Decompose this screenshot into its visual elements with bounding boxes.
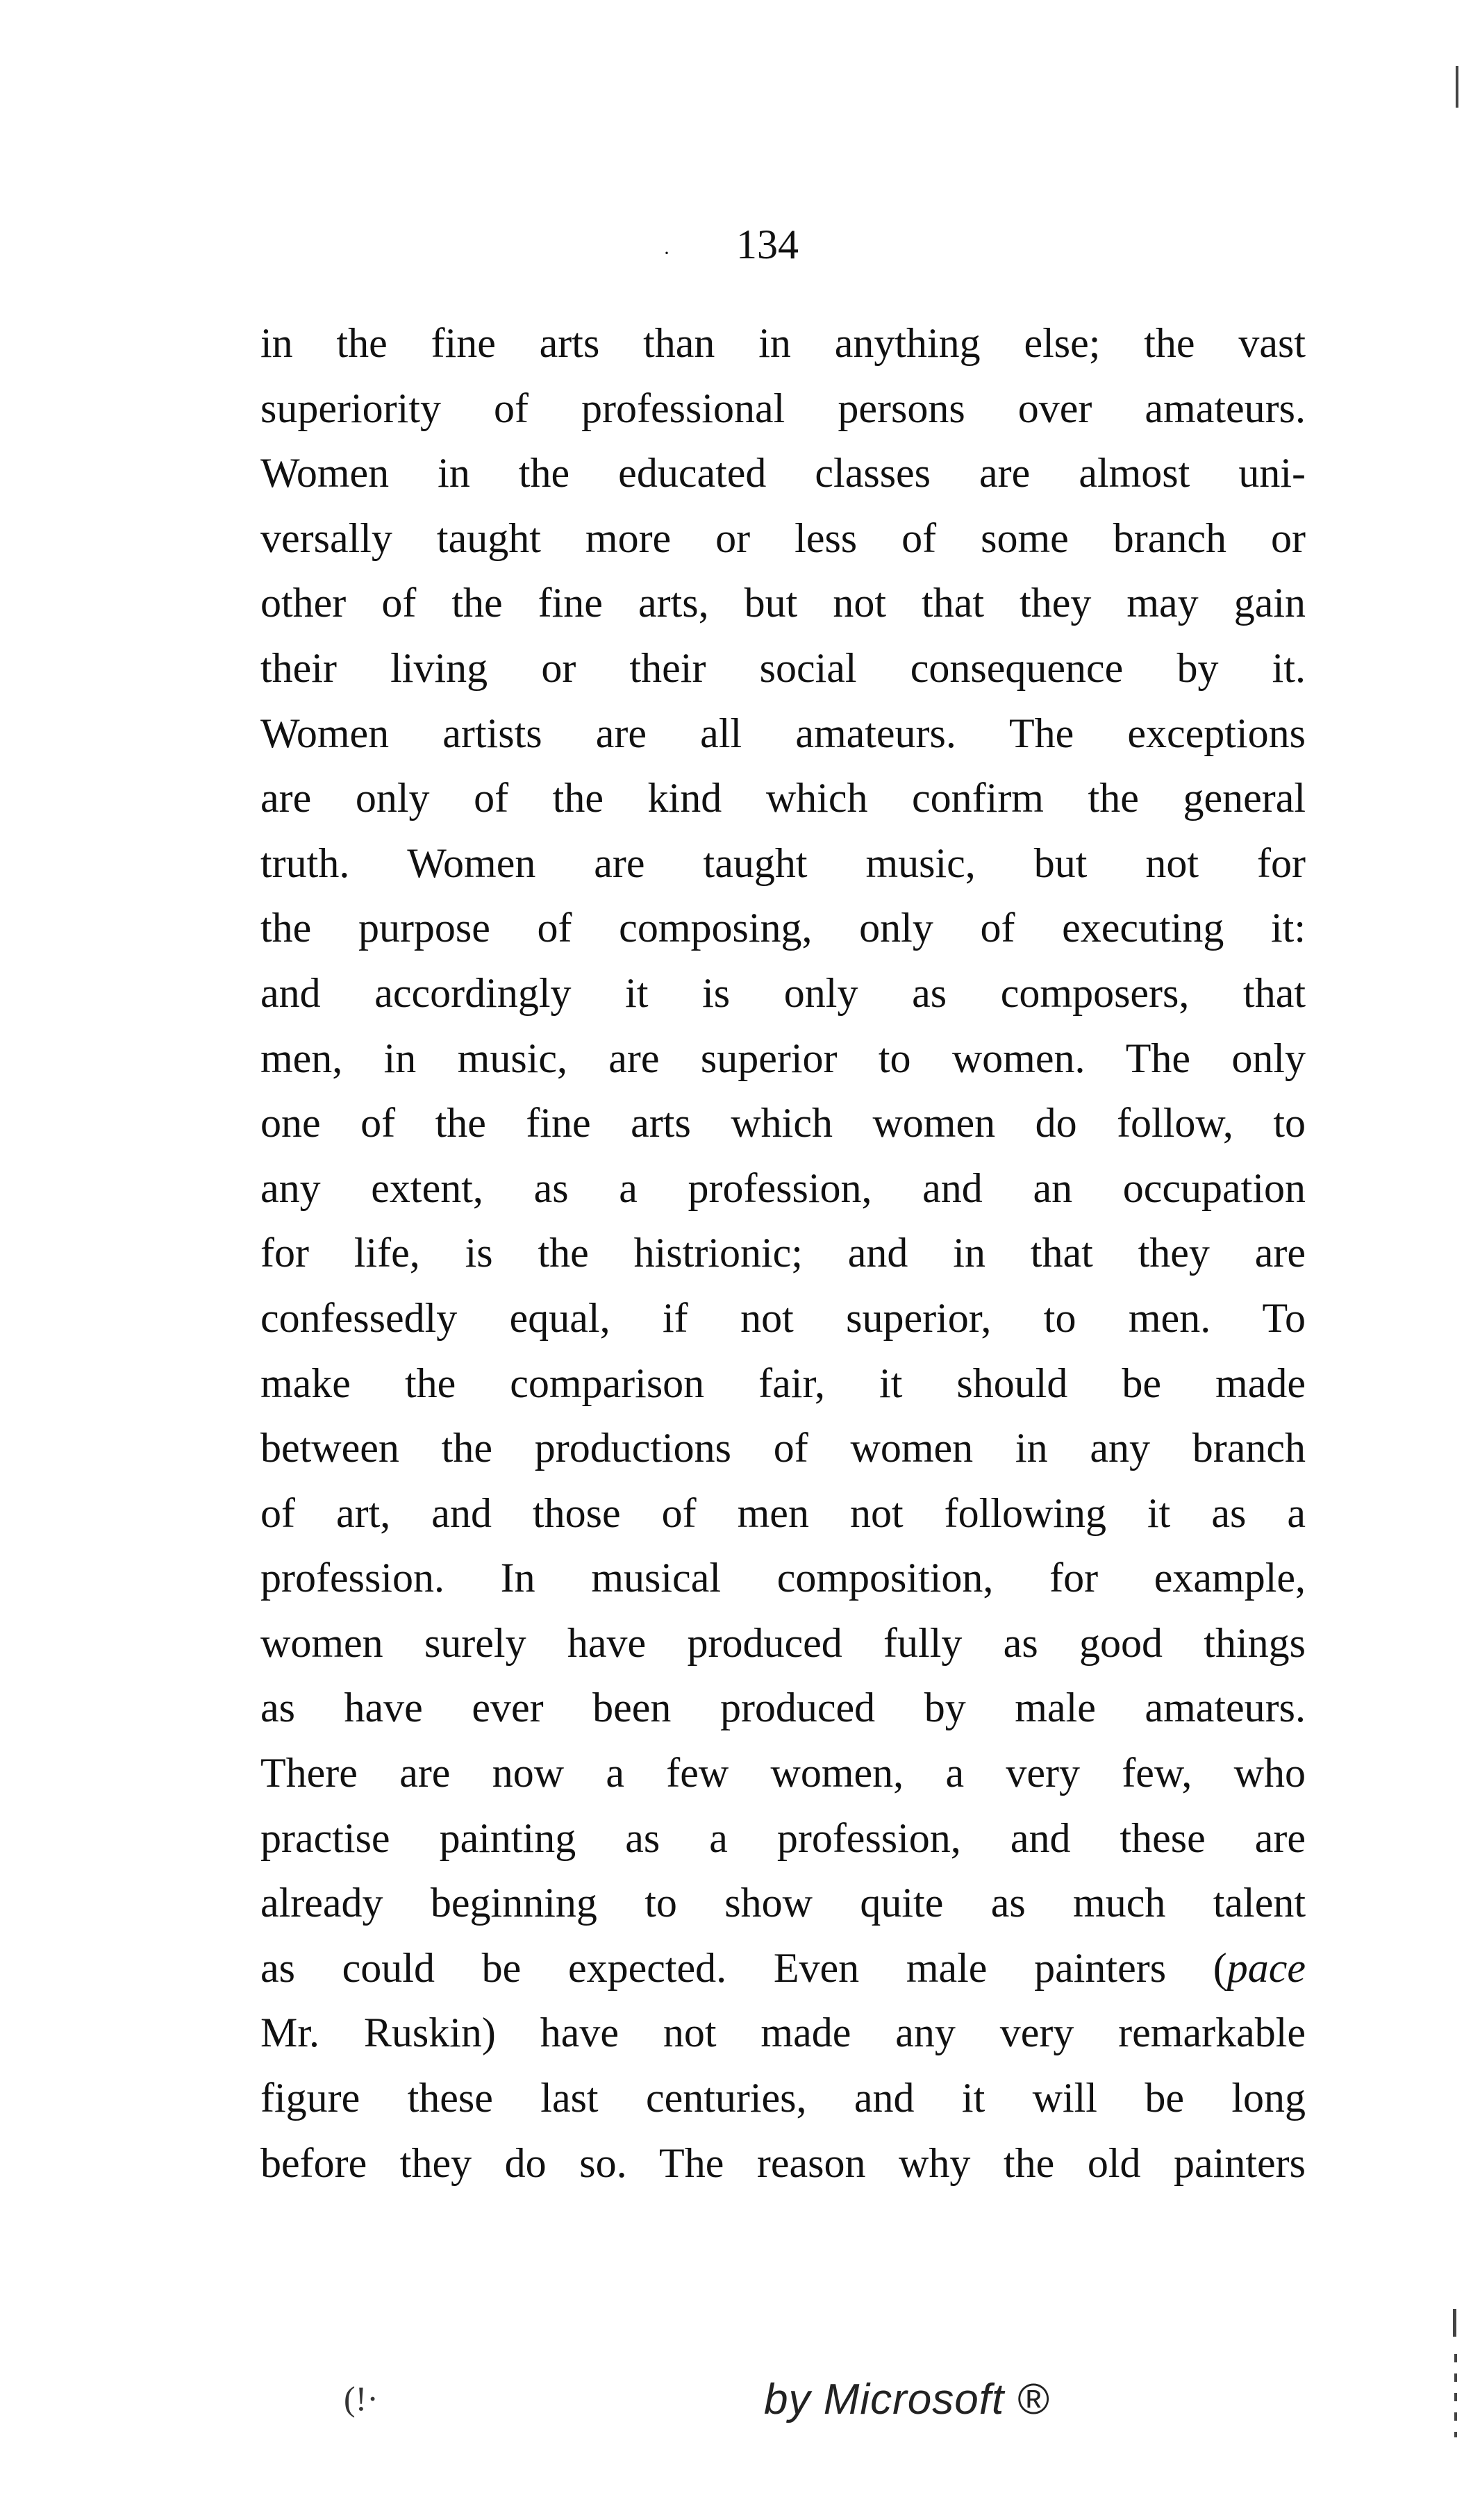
text-line-content: versally taught more or less of some branch or xyxy=(260,515,1306,561)
text-line xyxy=(260,2001,1306,2066)
text-line-content: figure these last centuries, and it will be long xyxy=(260,2075,1306,2121)
scan-edge-mark xyxy=(1454,2354,1457,2437)
text-line xyxy=(260,2131,1306,2196)
text-line-content: between the productions of women in any branch xyxy=(260,1425,1306,1471)
footer-left-mark: (!· xyxy=(344,2379,379,2418)
text-line-content: the purpose of composing, only of executing it: xyxy=(260,905,1306,951)
text-line xyxy=(260,1806,1306,1871)
text-line-content: There are now a few women, a very few, who xyxy=(260,1750,1306,1796)
stray-dot: · xyxy=(663,242,670,265)
text-line-content: other of the fine arts, but not that they may gain xyxy=(260,580,1306,626)
italic-word: pace xyxy=(1226,1944,1306,1991)
text-line xyxy=(260,2066,1306,2131)
text-line-content: men, in music, are superior to women. The only xyxy=(260,1035,1306,1081)
digitization-watermark: by Microsoft ® xyxy=(764,2376,1050,2423)
text-line xyxy=(260,961,1306,1026)
text-line-content: before they do so. The reason why the old painters xyxy=(260,2139,1306,2186)
text-line-content: confessedly equal, if not superior, to men. To xyxy=(260,1294,1306,1341)
text-line xyxy=(260,1936,1306,2001)
text-line xyxy=(260,1676,1306,1741)
text-line-content: truth. Women are taught music, but not for xyxy=(260,840,1306,886)
text-line-content: of art, and those of men not following it as a xyxy=(260,1490,1306,1536)
text-line-content: make the comparison fair, it should be made xyxy=(260,1360,1306,1406)
text-line xyxy=(260,571,1306,636)
text-line xyxy=(260,636,1306,701)
scan-edge-mark xyxy=(1453,2309,1456,2337)
text-line xyxy=(260,1481,1306,1546)
text-line-content: Women artists are all amateurs. The exceptions xyxy=(260,710,1306,756)
text-line-content: any extent, as a profession, and an occupation xyxy=(260,1165,1306,1211)
text-line xyxy=(260,1026,1306,1092)
text-line xyxy=(260,1416,1306,1481)
text-line xyxy=(260,1091,1306,1156)
text-line-content: one of the fine arts which women do follow, to xyxy=(260,1100,1306,1146)
text-line xyxy=(260,311,1306,376)
text-line xyxy=(260,1351,1306,1417)
text-line xyxy=(260,1871,1306,1936)
text-line xyxy=(260,1611,1306,1676)
text-line-content: in the fine arts than in anything else; the vast xyxy=(260,320,1306,366)
text-line xyxy=(260,1156,1306,1221)
text-line-content: practise painting as a profession, and these are xyxy=(260,1814,1306,1861)
text-line-content: as have ever been produced by male amateurs. xyxy=(260,1685,1306,1731)
text-line-content: for life, is the histrionic; and in that they are xyxy=(260,1230,1306,1276)
text-line xyxy=(260,376,1306,442)
text-line xyxy=(260,1546,1306,1611)
text-line-content: Mr. Ruskin) have not made any very remarkable xyxy=(260,2010,1306,2056)
text-line-content: already beginning to show quite as much talent xyxy=(260,1880,1306,1926)
scan-edge-mark xyxy=(1456,66,1458,108)
text-line xyxy=(260,896,1306,961)
text-line xyxy=(260,506,1306,571)
body-text xyxy=(260,311,1306,2196)
text-line-content: as could be expected. Even male painters (pace xyxy=(260,1944,1306,1991)
page-number: 134 xyxy=(736,222,799,267)
text-line xyxy=(260,766,1306,831)
text-line xyxy=(260,1221,1306,1286)
text-line-content: Women in the educated classes are almost uni- xyxy=(260,450,1306,497)
text-line xyxy=(260,1741,1306,1806)
text-line xyxy=(260,831,1306,896)
text-line xyxy=(260,441,1306,506)
text-line-content: women surely have produced fully as good things xyxy=(260,1619,1306,1666)
text-line-content: superiority of professional persons over amateurs. xyxy=(260,385,1306,431)
text-line-content: their living or their social consequence by it. xyxy=(260,644,1306,691)
text-line-content: are only of the kind which confirm the general xyxy=(260,775,1306,821)
text-line-content: profession. In musical composition, for example, xyxy=(260,1555,1306,1601)
text-line-content: and accordingly it is only as composers, that xyxy=(260,969,1306,1016)
text-line xyxy=(260,1286,1306,1351)
text-line xyxy=(260,701,1306,767)
